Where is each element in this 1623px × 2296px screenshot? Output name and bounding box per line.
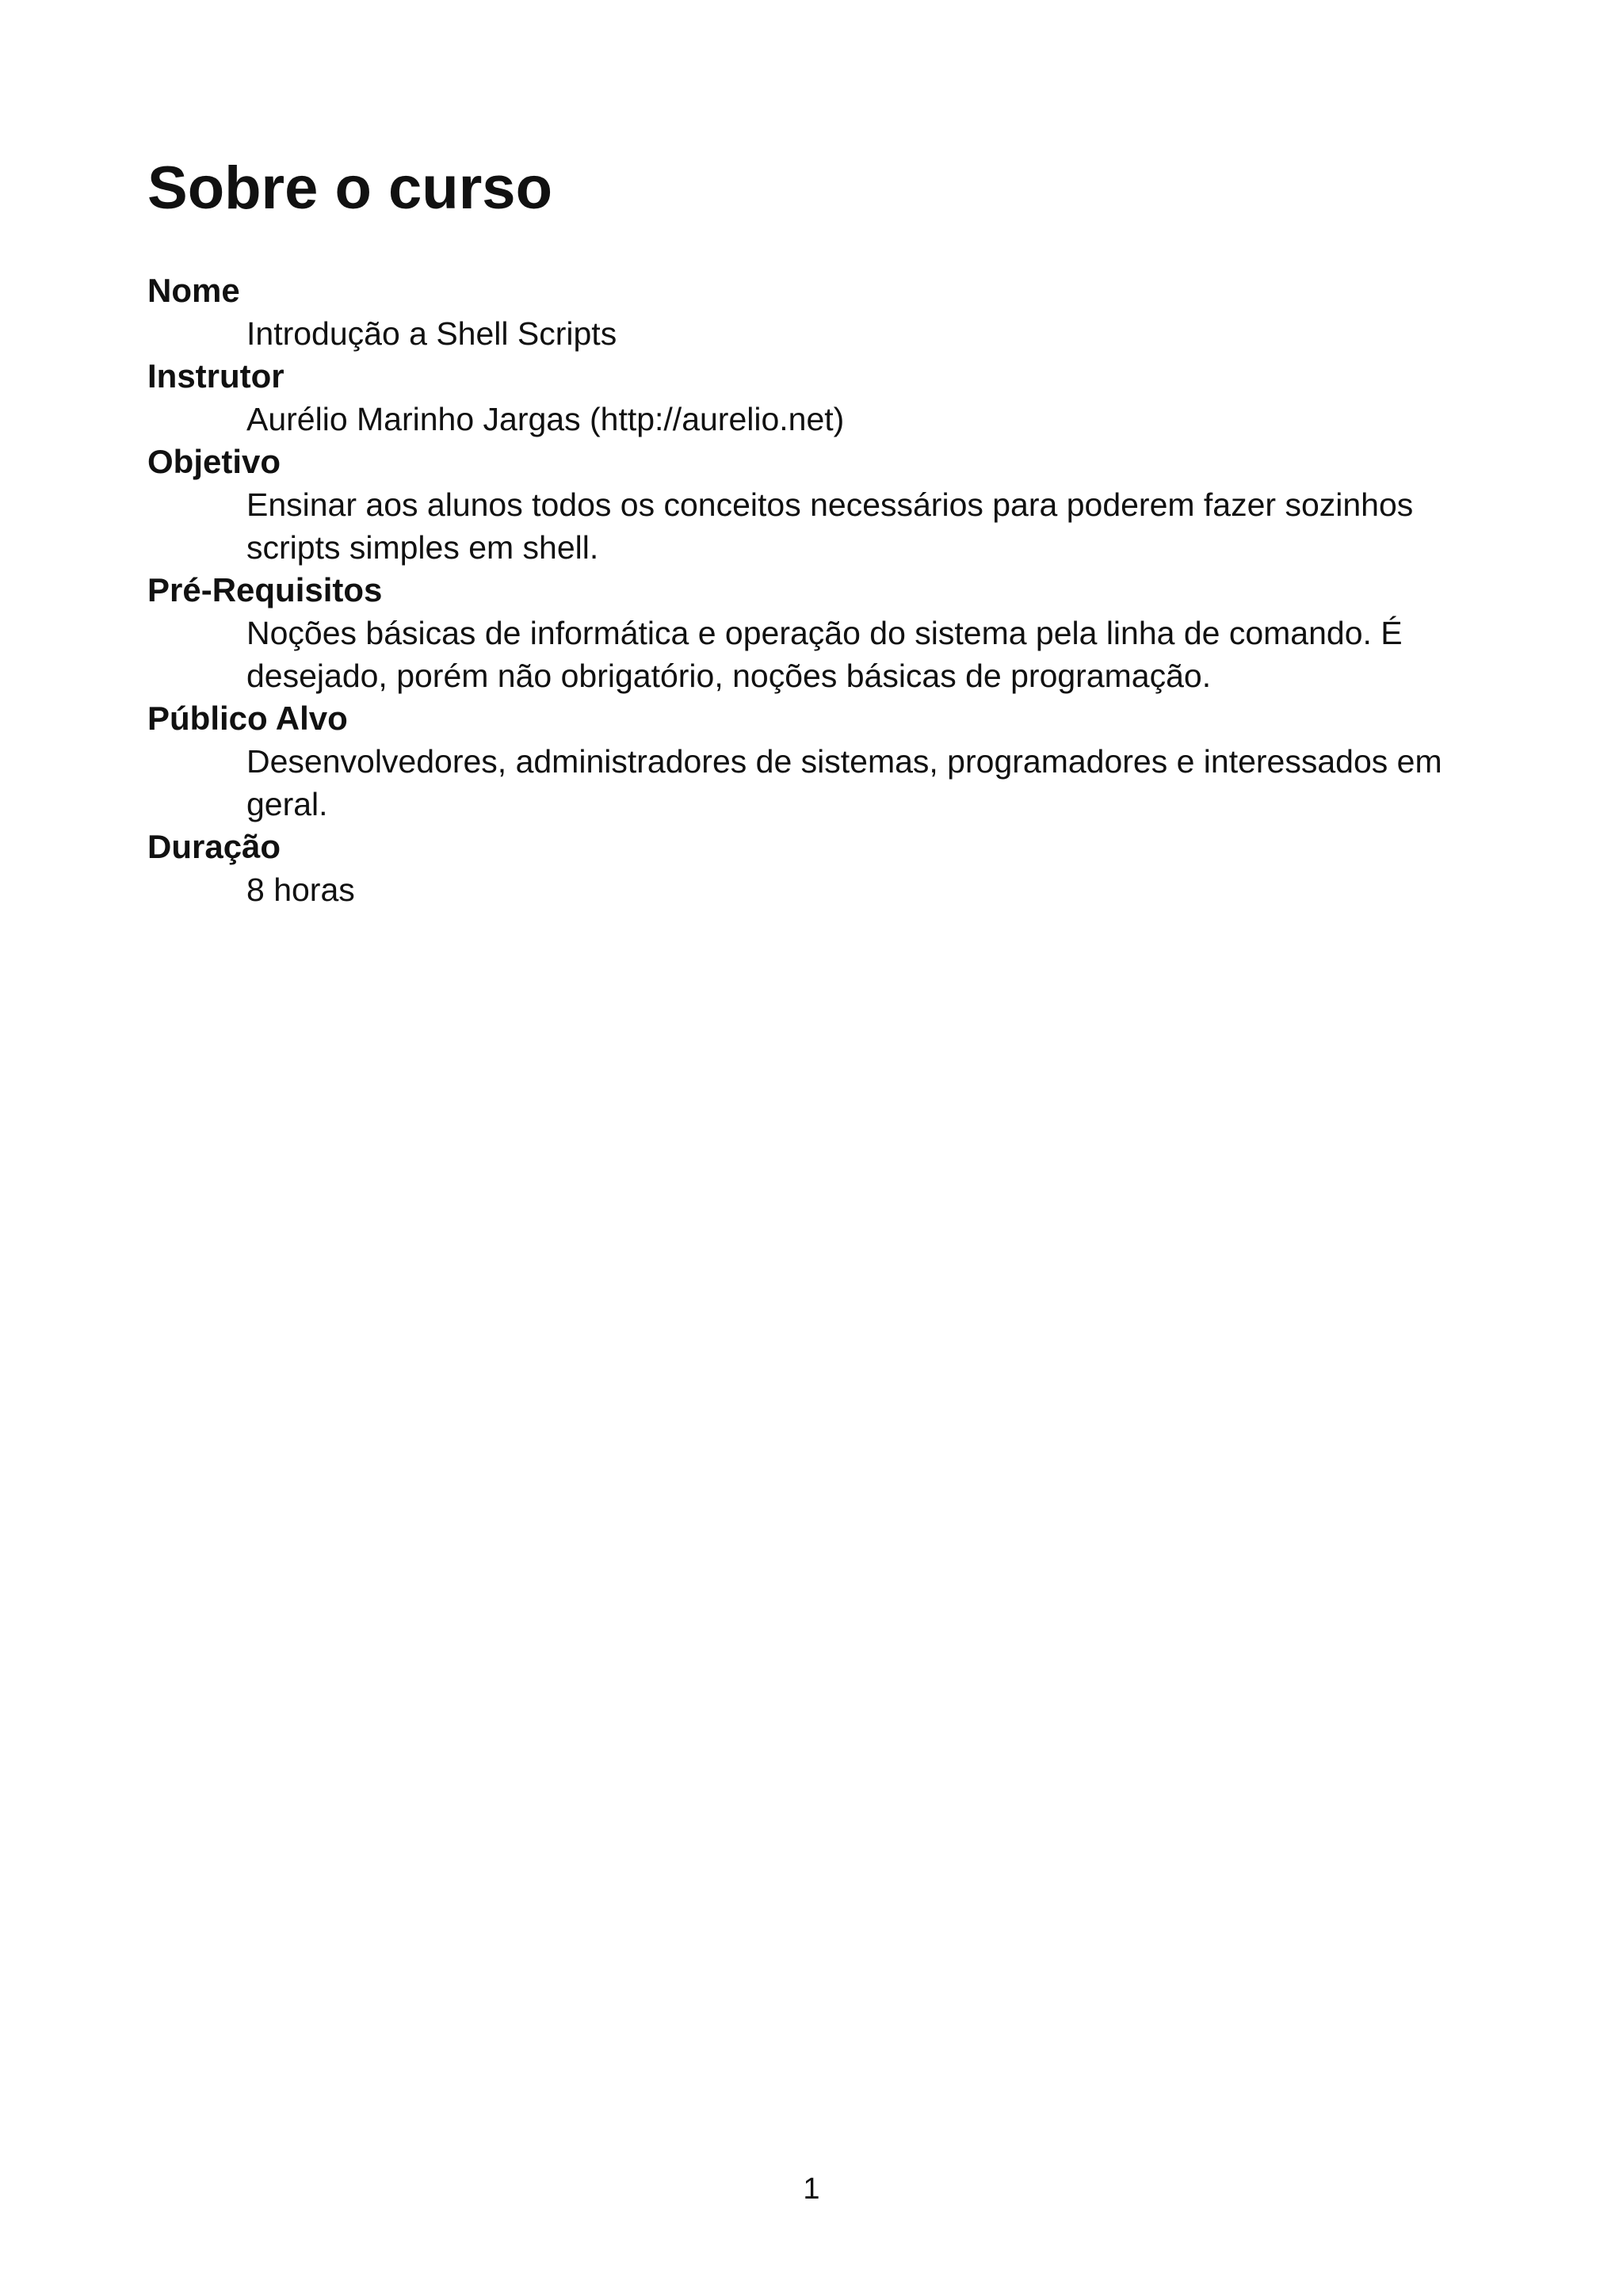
desc-objetivo: Ensinar aos alunos todos os conceitos necessários para poderem fazer sozinhos scripts simples em shell. [246,486,1414,566]
page-number: 1 [803,2172,820,2206]
term-nome: Nome [147,272,240,309]
desc-instrutor: Aurélio Marinho Jargas (http://aurelio.net) [246,401,845,437]
term-instrutor: Instrutor [147,357,285,395]
term-duracao: Duração [147,828,281,865]
page-title: Sobre o curso [147,154,552,222]
term-objetivo: Objetivo [147,443,281,480]
desc-duracao: 8 horas [246,871,355,908]
course-info-list [147,269,1495,911]
desc-publico-alvo: Desenvolvedores, administradores de sistemas, programadores e interessados em geral. [246,743,1442,822]
desc-nome: Introdução a Shell Scripts [246,315,617,352]
desc-pre-requisitos: Noções básicas de informática e operação do sistema pela linha de comando. É desejado, porém não obrigatório, noções básicas de programação. [246,615,1403,694]
term-publico-alvo: Público Alvo [147,700,348,737]
term-pre-requisitos: Pré-Requisitos [147,571,383,608]
